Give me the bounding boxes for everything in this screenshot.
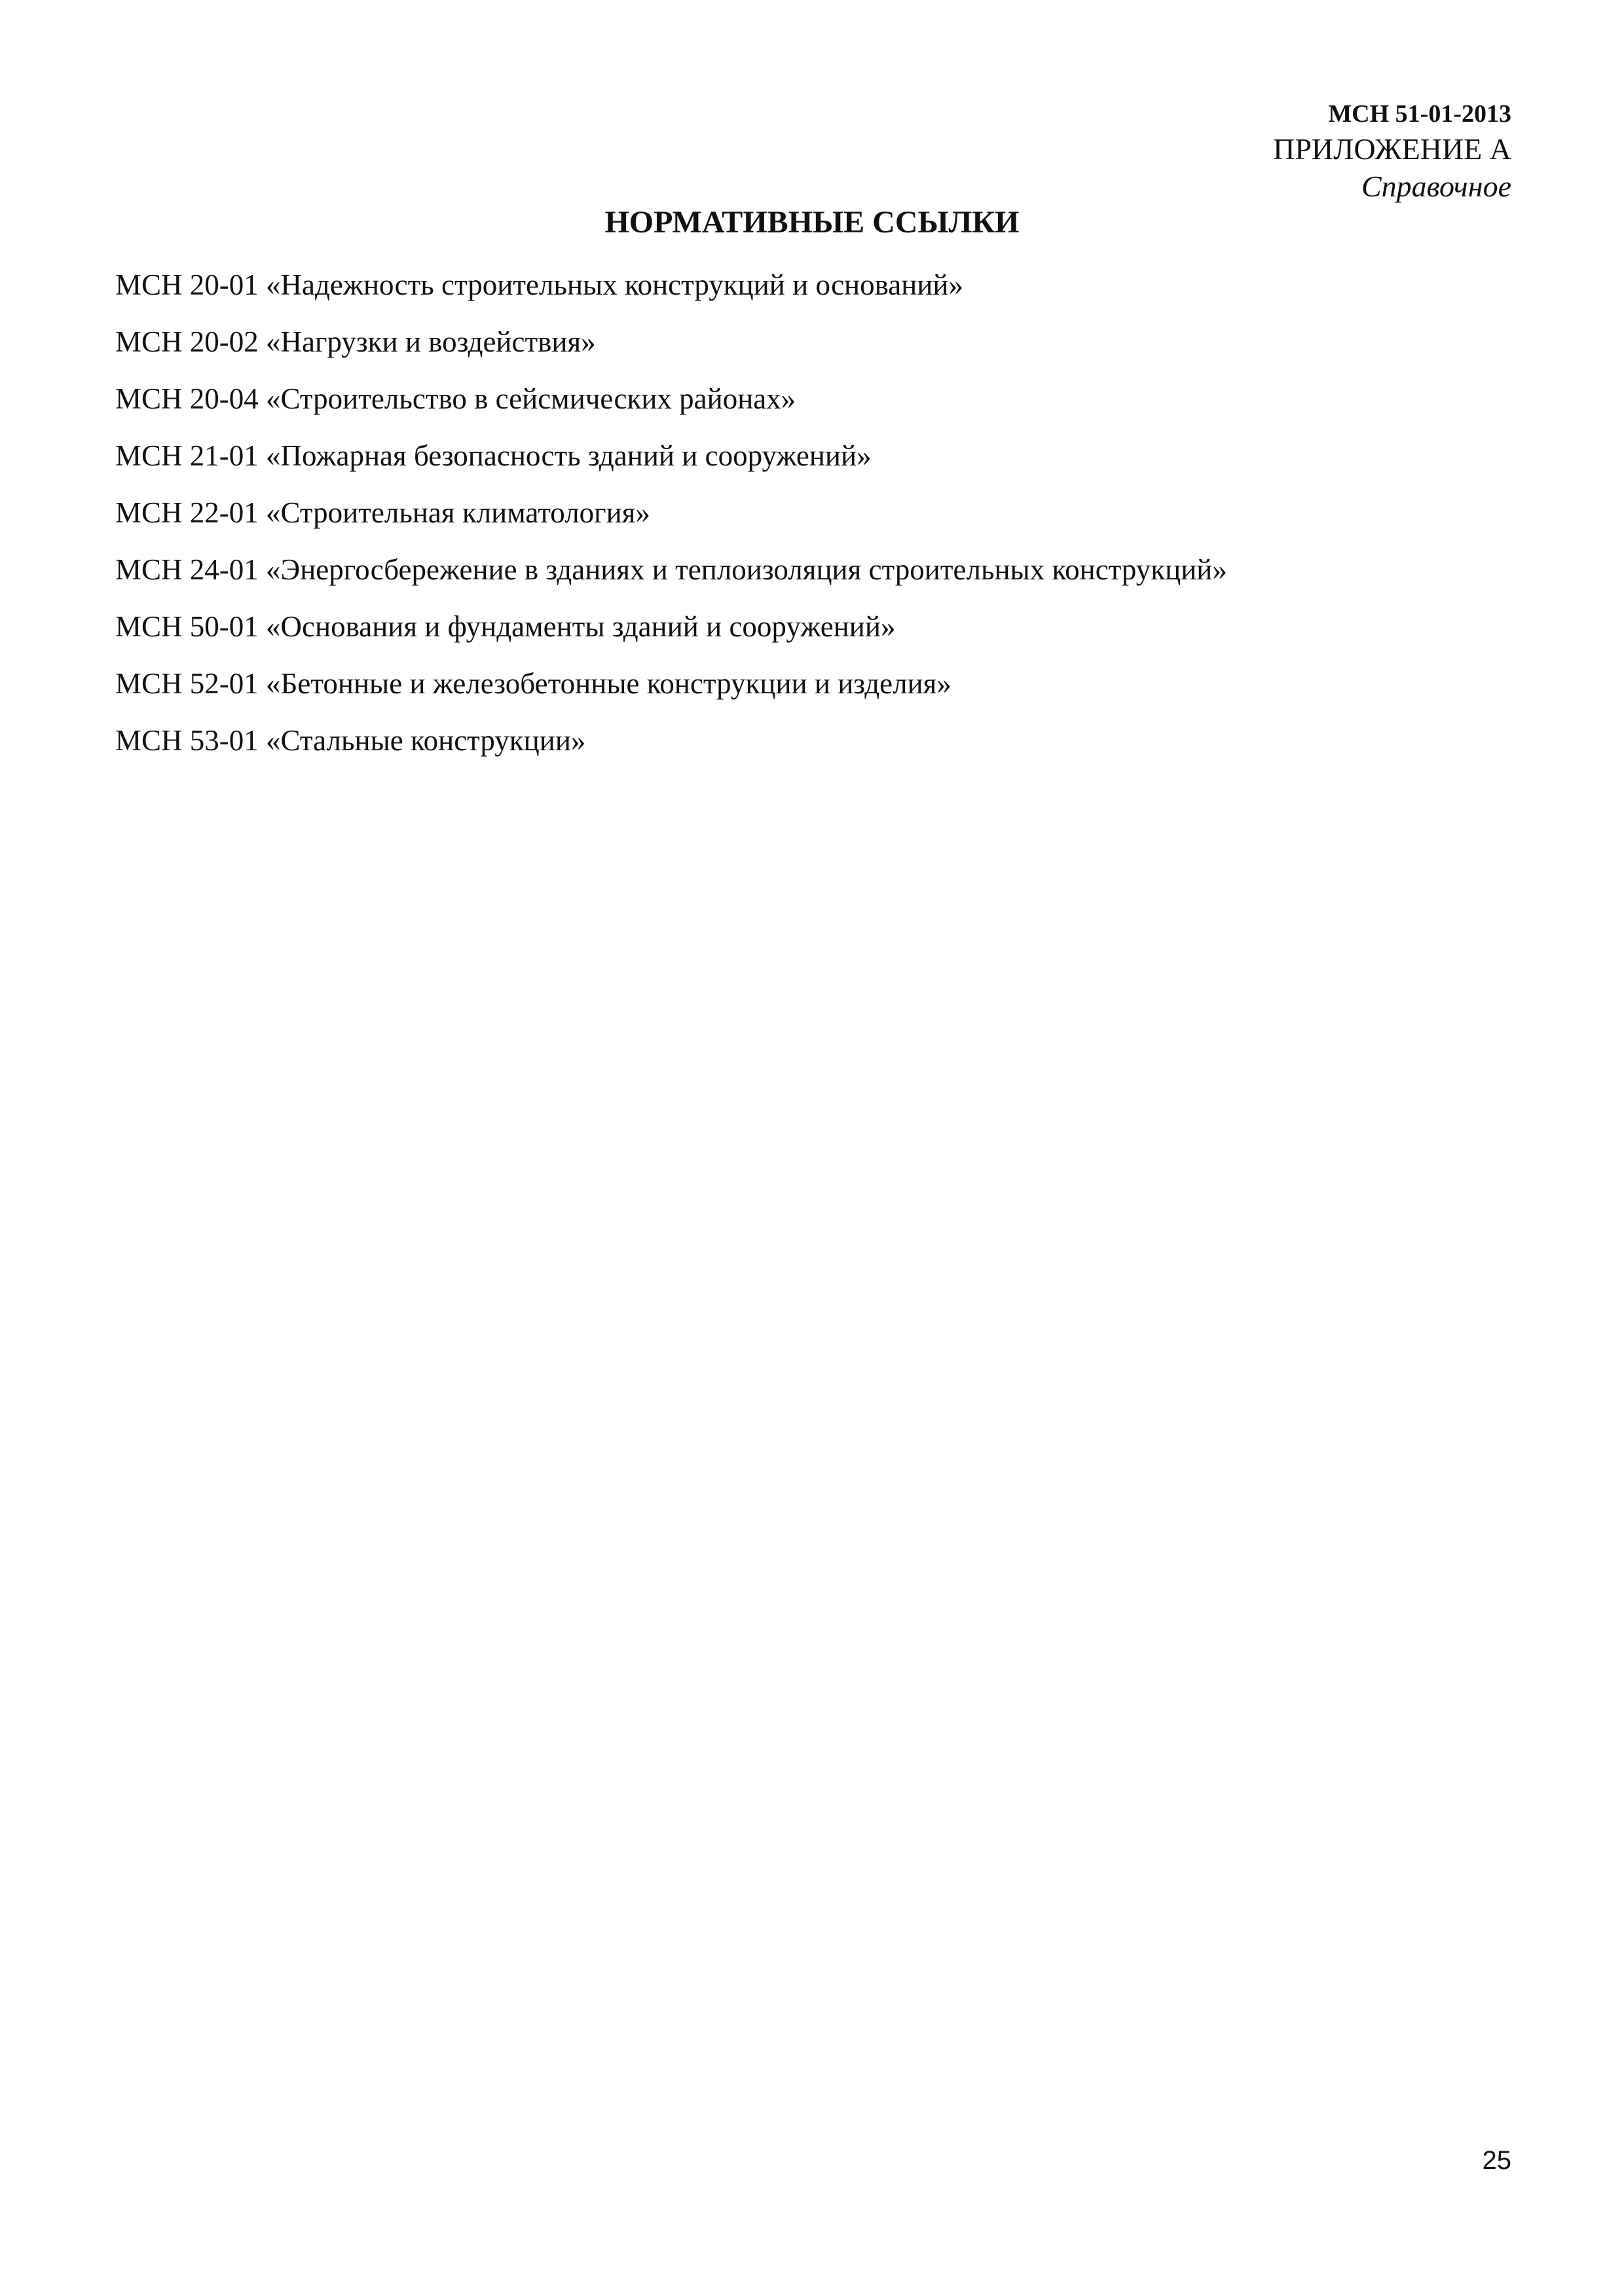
document-header bbox=[1273, 97, 1511, 206]
reference-item: МСН 52-01 «Бетонные и железобетонные конструкции и изделия» bbox=[115, 667, 951, 700]
reference-item: МСН 53-01 «Стальные конструкции» bbox=[115, 724, 586, 757]
reference-item: МСН 20-04 «Строительство в сейсмических районах» bbox=[115, 382, 796, 415]
references-list bbox=[115, 257, 1227, 769]
appendix-type: Справочное bbox=[1361, 170, 1511, 203]
reference-item: МСН 22-01 «Строительная климатология» bbox=[115, 496, 650, 529]
reference-item: МСН 20-02 «Нагрузки и воздействия» bbox=[115, 325, 596, 358]
section-title: НОРМАТИВНЫЕ ССЫЛКИ bbox=[604, 205, 1020, 240]
appendix-label: ПРИЛОЖЕНИЕ А bbox=[1273, 132, 1511, 166]
reference-item: МСН 50-01 «Основания и фундаменты зданий и сооружений» bbox=[115, 610, 896, 643]
reference-item: МСН 20-01 «Надежность строительных конструкций и оснований» bbox=[115, 268, 964, 301]
reference-item: МСН 21-01 «Пожарная безопасность зданий и сооружений» bbox=[115, 439, 872, 472]
document-code: МСН 51-01-2013 bbox=[1328, 100, 1511, 128]
reference-item: МСН 24-01 «Энергосбережение в зданиях и теплоизоляция строительных конструкций» bbox=[115, 553, 1227, 586]
page-number: 25 bbox=[1482, 2146, 1511, 2175]
